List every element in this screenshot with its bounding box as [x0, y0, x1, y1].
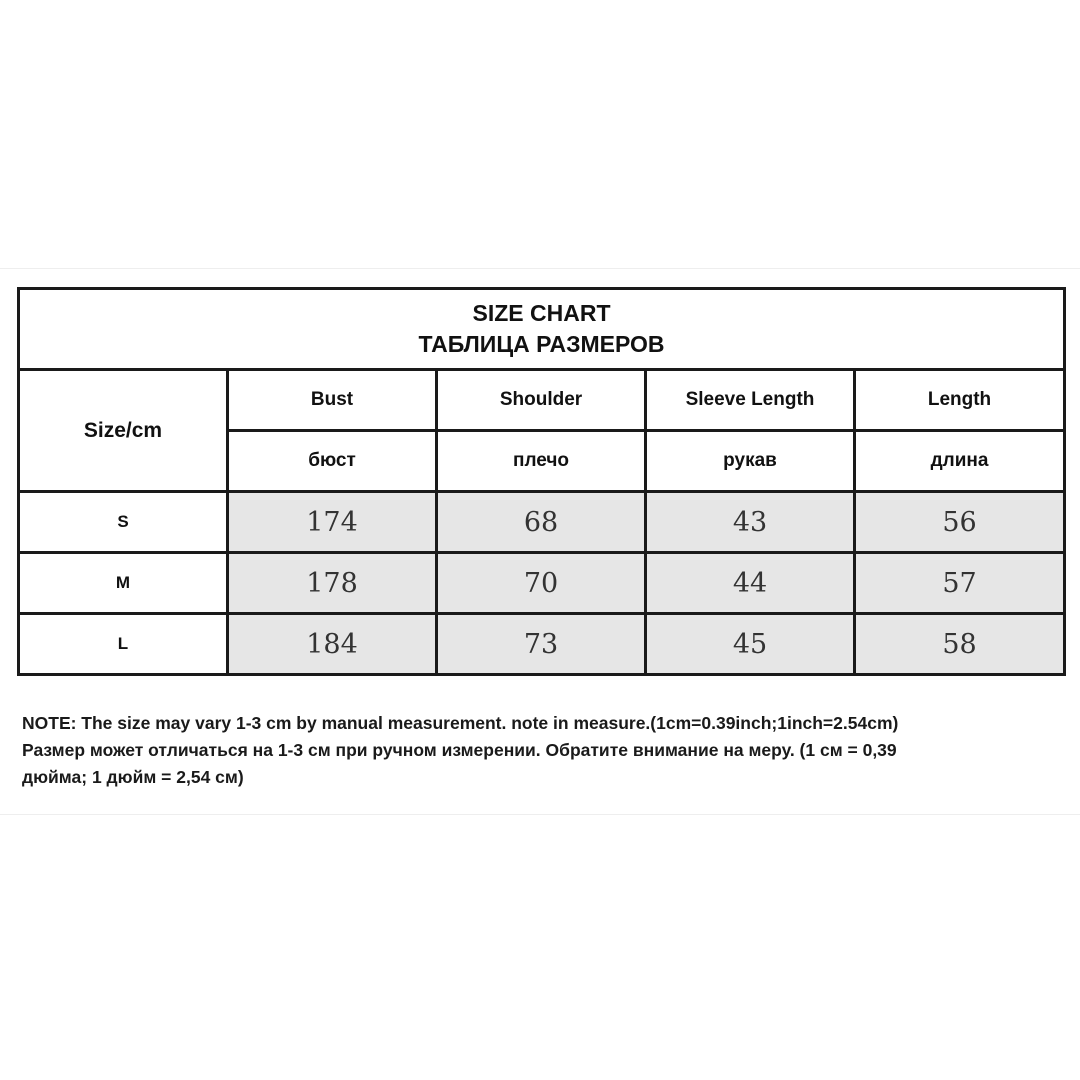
shoulder-value: 70: [437, 553, 646, 614]
bust-value: 174: [228, 492, 437, 553]
column-header-sleeve-length: Sleeve Length: [646, 370, 855, 431]
note-line-en: NOTE: The size may vary 1-3 cm by manual measurement. note in measure.(1cm=0.39inch;1inch=2.54cm): [22, 713, 899, 733]
column-header-length: Length: [855, 370, 1065, 431]
length-value: 56: [855, 492, 1065, 553]
size-label: S: [19, 492, 228, 553]
chart-title-ru: ТАБЛИЦА РАЗМЕРОВ: [418, 331, 665, 357]
table-row-m: [19, 553, 1065, 614]
bust-value: 184: [228, 614, 437, 675]
column-header-bust: Bust: [228, 370, 437, 431]
bust-value: 178: [228, 553, 437, 614]
header-row-en: [19, 370, 1065, 431]
sleeve-length-value: 44: [646, 553, 855, 614]
size-chart-table: [17, 287, 1066, 676]
sleeve-length-value: 45: [646, 614, 855, 675]
title-row: [19, 289, 1065, 370]
chart-title: [19, 289, 1065, 370]
length-value: 58: [855, 614, 1065, 675]
table-row-l: [19, 614, 1065, 675]
sleeve-length-value: 43: [646, 492, 855, 553]
column-header-sleeve-ru: рукав: [646, 431, 855, 492]
size-label: L: [19, 614, 228, 675]
size-column-header: Size/cm: [19, 370, 228, 492]
shoulder-value: 68: [437, 492, 646, 553]
measurement-note: [22, 710, 1062, 791]
length-value: 57: [855, 553, 1065, 614]
chart-title-en: SIZE CHART: [472, 300, 611, 326]
shoulder-value: 73: [437, 614, 646, 675]
note-line-ru-2: дюйма; 1 дюйм = 2,54 см): [22, 767, 244, 787]
column-header-shoulder-ru: плечо: [437, 431, 646, 492]
column-header-bust-ru: бюст: [228, 431, 437, 492]
column-header-length-ru: длина: [855, 431, 1065, 492]
size-label: M: [19, 553, 228, 614]
note-line-ru-1: Размер может отличаться на 1-3 см при ручном измерении. Обратите внимание на меру. (1 см = 0,39: [22, 740, 897, 760]
table-row-s: [19, 492, 1065, 553]
column-header-shoulder: Shoulder: [437, 370, 646, 431]
